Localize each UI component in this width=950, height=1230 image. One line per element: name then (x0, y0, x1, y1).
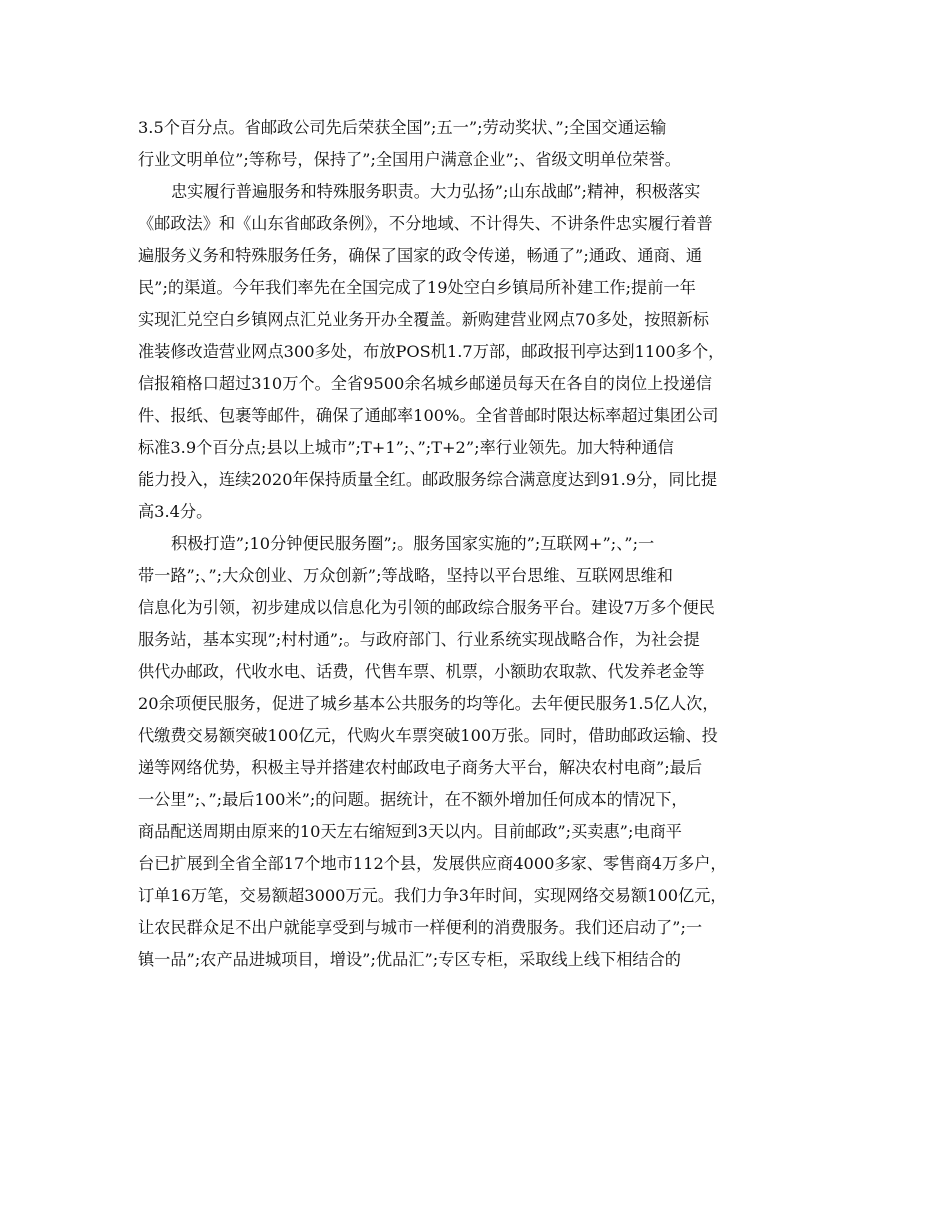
text-line: 订单16万笔，交易额超3000万元。我们力争3年时间，实现网络交易额100亿元， (138, 886, 727, 905)
text-line: 信息化为引领，初步建成以信息化为引领的邮政综合服务平台。建设7万多个便民 (138, 598, 715, 617)
text-line: 准装修改造营业网点300多处，布放POS机1.7万部，邮政报刊亭达到1100多个， (138, 342, 725, 361)
text-line: 民”;的渠道。今年我们率先在全国完成了19处空白乡镇局所补建工作;提前一年 (138, 278, 696, 297)
paragraph (138, 112, 818, 176)
paragraph (138, 176, 818, 528)
text-line: 能力投入，连续2020年保持质量全红。邮政服务综合满意度达到91.9分，同比提 (138, 470, 718, 489)
text-line: 行业文明单位”;等称号，保持了”;全国用户满意企业”;、省级文明单位荣誉。 (138, 150, 681, 169)
text-line: 一公里”;、”;最后100米”;的问题。据统计，在不额外增加任何成本的情况下， (138, 790, 688, 809)
text-line: 带一路”;、”;大众创业、万众创新”;等战略，坚持以平台思维、互联网思维和 (138, 566, 673, 585)
text-line: 代缴费交易额突破100亿元，代购火车票突破100万张。同时，借助邮政运输、投 (138, 726, 718, 745)
text-line: 《邮政法》和《山东省邮政条例》，不分地域、不计得失、不讲条件忠实履行着普 (138, 214, 713, 233)
text-line: 镇一品”;农产品进城项目，增设”;优品汇”;专区专柜，采取线上线下相结合的 (138, 950, 681, 969)
document-body (138, 112, 818, 976)
text-line: 让农民群众足不出户就能享受到与城市一样便利的消费服务。我们还启动了”;一 (138, 918, 703, 937)
text-line: 商品配送周期由原来的10天左右缩短到3天以内。目前邮政”;买卖惠”;电商平 (138, 822, 682, 841)
text-line: 实现汇兑空白乡镇网点汇兑业务开办全覆盖。新购建营业网点70多处，按照新标 (138, 310, 709, 329)
text-line: 3.5个百分点。省邮政公司先后荣获全国”;五一”;劳动奖状、”;全国交通运输 (138, 118, 667, 137)
text-line: 服务站，基本实现”;村村通”;。与政府部门、行业系统实现战略合作，为社会提 (138, 630, 700, 649)
text-line: 件、报纸、包裹等邮件，确保了通邮率100%。全省普邮时限达标率超过集团公司 (138, 406, 719, 425)
paragraph (138, 528, 818, 976)
text-line: 标准3.9个百分点;县以上城市”;T+1”;、”;T+2”;率行业领先。加大特种通信 (138, 438, 674, 457)
text-line: 递等网络优势，积极主导并搭建农村邮政电子商务大平台，解决农村电商”;最后 (138, 758, 703, 777)
text-line: 忠实履行普遍服务和特殊服务职责。大力弘扬”;山东战邮”;精神，积极落实 (171, 182, 701, 201)
text-line: 20余项便民服务，促进了城乡基本公共服务的均等化。去年便民服务1.5亿人次， (138, 694, 719, 713)
text-line: 供代办邮政，代收水电、话费，代售车票、机票，小额助农取款、代发养老金等 (138, 662, 705, 681)
text-line: 高3.4分。 (138, 502, 213, 521)
text-line: 积极打造”;10分钟便民服务圈”;。服务国家实施的”;互联网+”;、”;一 (171, 534, 655, 553)
text-line: 台已扩展到全省全部17个地市112个县，发展供应商4000多家、零售商4万多户， (138, 854, 727, 873)
text-line: 信报箱格口超过310万个。全省9500余名城乡邮递员每天在各自的岗位上投递信 (138, 374, 712, 393)
text-line: 遍服务义务和特殊服务任务，确保了国家的政令传递，畅通了”;通政、通商、通 (138, 246, 703, 265)
